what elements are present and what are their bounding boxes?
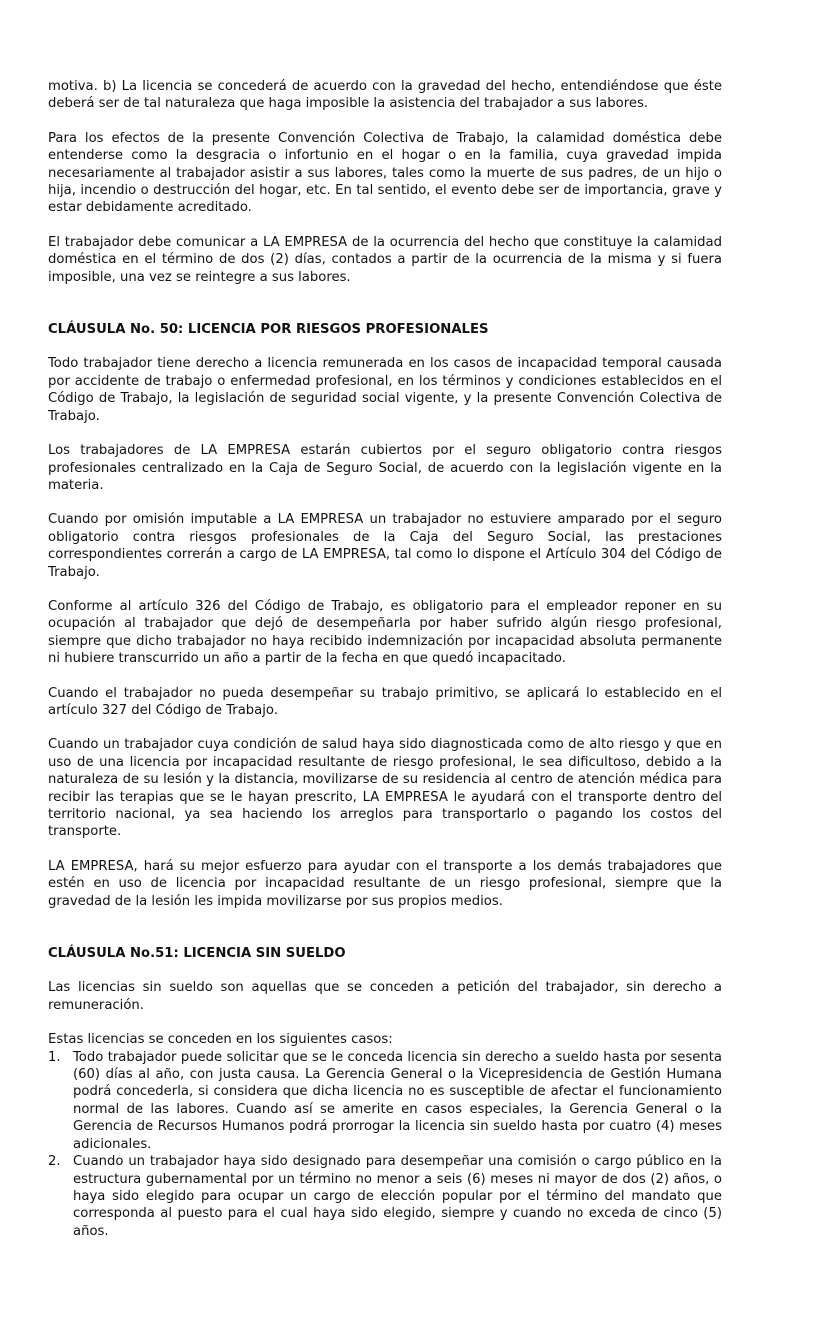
clause-50-paragraph-6: Cuando un trabajador cuya condición de salud haya sido diagnosticada como de alto riesgo y que en uso de una licencia por incapacidad resultante de riesgo profesional, le sea dificultoso, debido a la naturaleza de su lesión y la distancia, movilizarse de su residencia al centro de atención médica para recibir las terapias que se le hayan prescrito, LA EMPRESA le ayudará con el transporte dentro del territorio nacional, ya sea haciendo los arreglos para transportarlo o pagando los costos del transporte. (48, 737, 722, 840)
intro-paragraph-2: Para los efectos de la presente Convención Colectiva de Trabajo, la calamidad doméstica debe entenderse como la desgracia o infortunio en el hogar o en la familia, cuya gravedad impida necesariamente al trabajador asistir a sus labores, tales como la muerte de sus padres, de un hijo o hija, incendio o destrucción del hogar, etc. En tal sentido, el evento debe ser de importancia, grave y estar debidamente acreditado. (48, 130, 722, 216)
list-item (48, 1153, 722, 1240)
clause-50-paragraph-3: Cuando por omisión imputable a LA EMPRESA un trabajador no estuviere amparado por el seguro obligatorio contra riesgos profesionales de la Caja del Seguro Social, las prestaciones correspondientes correrán a cargo de LA EMPRESA, tal como lo dispone el Artículo 304 del Código de Trabajo. (48, 512, 722, 580)
intro-paragraph-3: El trabajador debe comunicar a LA EMPRESA de la ocurrencia del hecho que constituye la calamidad doméstica en el término de dos (2) días, contados a partir de la ocurrencia de la misma y si fuera imposible, una vez se reintegre a sus labores. (48, 234, 722, 285)
clause-50-paragraph-5: Cuando el trabajador no pueda desempeñar su trabajo primitivo, se aplicará lo establecido en el artículo 327 del Código de Trabajo. (48, 685, 722, 718)
cases-list (48, 1049, 722, 1240)
clause-50-paragraph-7: LA EMPRESA, hará su mejor esfuerzo para ayudar con el transporte a los demás trabajadores que estén en uso de licencia por incapacidad resultante de un riesgo profesional, siempre que la gravedad de la lesión les impida movilizarse por sus propios medios. (48, 858, 722, 909)
clause-50-heading: CLÁUSULA No. 50: LICENCIA POR RIESGOS PROFESIONALES (48, 322, 489, 338)
intro-paragraph-1: motiva. b) La licencia se concederá de acuerdo con la gravedad del hecho, entendiéndose que éste deberá ser de tal naturaleza que haga imposible la asistencia del trabajador a sus labores. (48, 79, 722, 112)
clause-50-paragraph-2: Los trabajadores de LA EMPRESA estarán cubiertos por el seguro obligatorio contra riesgos profesionales centralizado en la Caja de Seguro Social, de acuerdo con la legislación vigente en la materia. (48, 443, 722, 493)
clause-51-paragraph-1: Las licencias sin sueldo son aquellas que se conceden a petición del trabajador, sin derecho a remuneración. (48, 980, 722, 1013)
list-item (48, 1049, 722, 1153)
list-item-text: Todo trabajador puede solicitar que se le conceda licencia sin derecho a sueldo hasta por sesenta (60) días al año, con justa causa. La Gerencia General o la Vicepresidencia de Gestión Humana podrá concederla, si considera que dicha licencia no es susceptible de afectar el funcionamiento normal de las labores. Cuando así se amerite en casos especiales, la Gerencia General o la Gerencia de Recursos Humanos podrá prorrogar la licencia sin sueldo hasta por cuatro (4) meses adicionales. (73, 1049, 722, 1152)
clause-50-paragraph-4: Conforme al artículo 326 del Código de Trabajo, es obligatorio para el empleador reponer en su ocupación al trabajador que dejó de desempeñarla por haber sufrido algún riesgo profesional, siempre que dicho trabajador no haya recibido indemnización por incapacidad absoluta permanente ni hubiere transcurrido un año a partir de la fecha en que quedó incapacitado. (48, 598, 722, 667)
clause-51-heading: CLÁUSULA No.51: LICENCIA SIN SUELDO (48, 946, 346, 962)
document-page (48, 78, 722, 1240)
list-item-number: 1. (48, 1049, 61, 1065)
clause-50-paragraph-1: Todo trabajador tiene derecho a licencia remunerada en los casos de incapacidad temporal causada por accidente de trabajo o enfermedad profesional, en los términos y condiciones establecidos en el Código de Trabajo, la legislación de seguridad social vigente, y la presente Convención Colectiva de Trabajo. (48, 356, 722, 424)
list-item-number: 2. (48, 1154, 61, 1170)
list-item-text: Cuando un trabajador haya sido designado para desempeñar una comisión o cargo público en la estructura gubernamental por un término no menor a seis (6) meses ni mayor de dos (2) años, o haya sido elegido para ocupar un cargo de elección popular por el término del mandato que corresponda al puesto para el cual haya sido elegido, siempre y cuando no exceda de cinco (5) años. (73, 1154, 722, 1239)
clause-51-paragraph-2: Estas licencias se conceden en los siguientes casos: (48, 1032, 393, 1048)
